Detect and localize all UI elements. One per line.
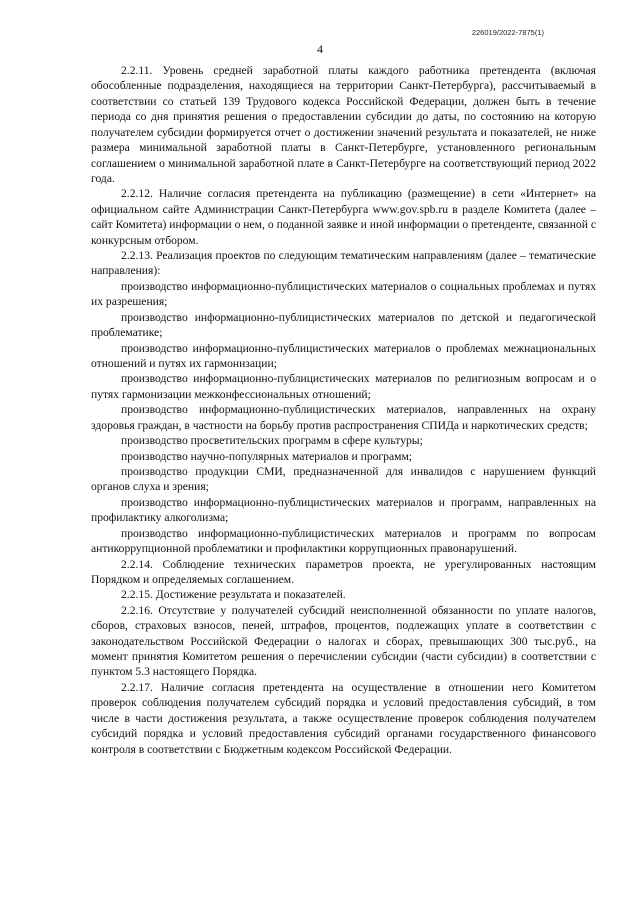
- list-item: производство информационно-публицистических материалов, направленных на охрану здоровья граждан, в частности на борьбу против распространения СПИДа и наркотических средств;: [91, 403, 596, 432]
- paragraph-2-2-16: 2.2.16. Отсутствие у получателей субсидий неисполненной обязанности по уплате налогов, сборов, страховых взносов, пеней, штрафов, процентов, подлежащих уплате в соответствии с законодательством Российской Федерации о налогах и сборах, превышающих 300 тыс.руб., на момент принятия Комитетом решения о перечислении субсидии (части субсидии) в соответствии с пунктом 5.3 настоящего Порядка.: [91, 603, 596, 679]
- paragraph-2-2-17: 2.2.17. Наличие согласия претендента на осуществление в отношении него Комитетом проверок соблюдения получателем субсидий порядка и условий предоставления субсидий, в том числе в части достижения результата, а также осуществление проверок соблюдения получателем субсидий порядка и условий предоставления субсидий органами государственного финансового контроля в соответствии с Бюджетным кодексом Российской Федерации.: [91, 680, 596, 756]
- list-item: производство продукции СМИ, предназначенной для инвалидов с нарушением функций органов слуха и зрения;: [91, 464, 596, 494]
- list-item: производство просветительских программ в сфере культуры;: [121, 434, 423, 448]
- paragraph-2-2-14: 2.2.14. Соблюдение технических параметров проекта, не урегулированных настоящим Порядком и определяемых соглашением.: [91, 557, 596, 586]
- list-item: производство научно-популярных материалов и программ;: [121, 449, 413, 463]
- list-item: производство информационно-публицистических материалов и программ, направленных на профилактику алкоголизма;: [91, 495, 596, 525]
- list-item: производство информационно-публицистических материалов о социальных проблемах и путях их разрешения;: [91, 279, 596, 309]
- list-item: производство информационно-публицистических материалов и программ по вопросам антикоррупционной проблематики и профилактики коррупционных правонарушений.: [91, 526, 596, 556]
- list-item: производство информационно-публицистических материалов по детской и педагогической проблематике;: [91, 310, 596, 340]
- paragraph-2-2-12: 2.2.12. Наличие согласия претендента на публикацию (размещение) в сети «Интернет» на официальном сайте Администрации Санкт-Петербурга www.gov.spb.ru в разделе Комитета (далее – сайт Комитета) информации о нем, о поданной заявке и иной информации о претенденте, связанной с конкурсным отбором.: [91, 187, 596, 247]
- list-item: производство информационно-публицистических материалов о проблемах межнациональных отношений и путях их гармонизации;: [91, 341, 596, 371]
- list-item: производство информационно-публицистических материалов по религиозным вопросам и о путях гармонизации межконфессиональных отношений;: [91, 372, 596, 401]
- document-id: 226019/2022-7875(1): [471, 28, 544, 37]
- paragraph-2-2-11: 2.2.11. Уровень средней заработной платы каждого работника претендента (включая обособленные подразделения, находящиеся на территории Санкт-Петербурга), рассчитываемый в соответствии со статьей 139 Трудового кодекса Российской Федерации, должен быть в течение периода со дня принятия решения о предоставлении субсидии до даты, по состоянию на которую получателем субсидии формируется отчет о достижении значений результата и показателей, не ниже размера минимальной заработной платы в Санкт-Петербурге, установленного региональным соглашением о минимальной заработной плате в Санкт-Петербурге на соответствующий период 2022 года.: [91, 64, 596, 185]
- paragraph-2-2-13: 2.2.13. Реализация проектов по следующим тематическим направлениям (далее – тематические направления):: [91, 249, 596, 278]
- page-number: 4: [317, 42, 323, 56]
- document-body: [91, 63, 596, 757]
- paragraph-2-2-15: 2.2.15. Достижение результата и показателей.: [121, 588, 346, 602]
